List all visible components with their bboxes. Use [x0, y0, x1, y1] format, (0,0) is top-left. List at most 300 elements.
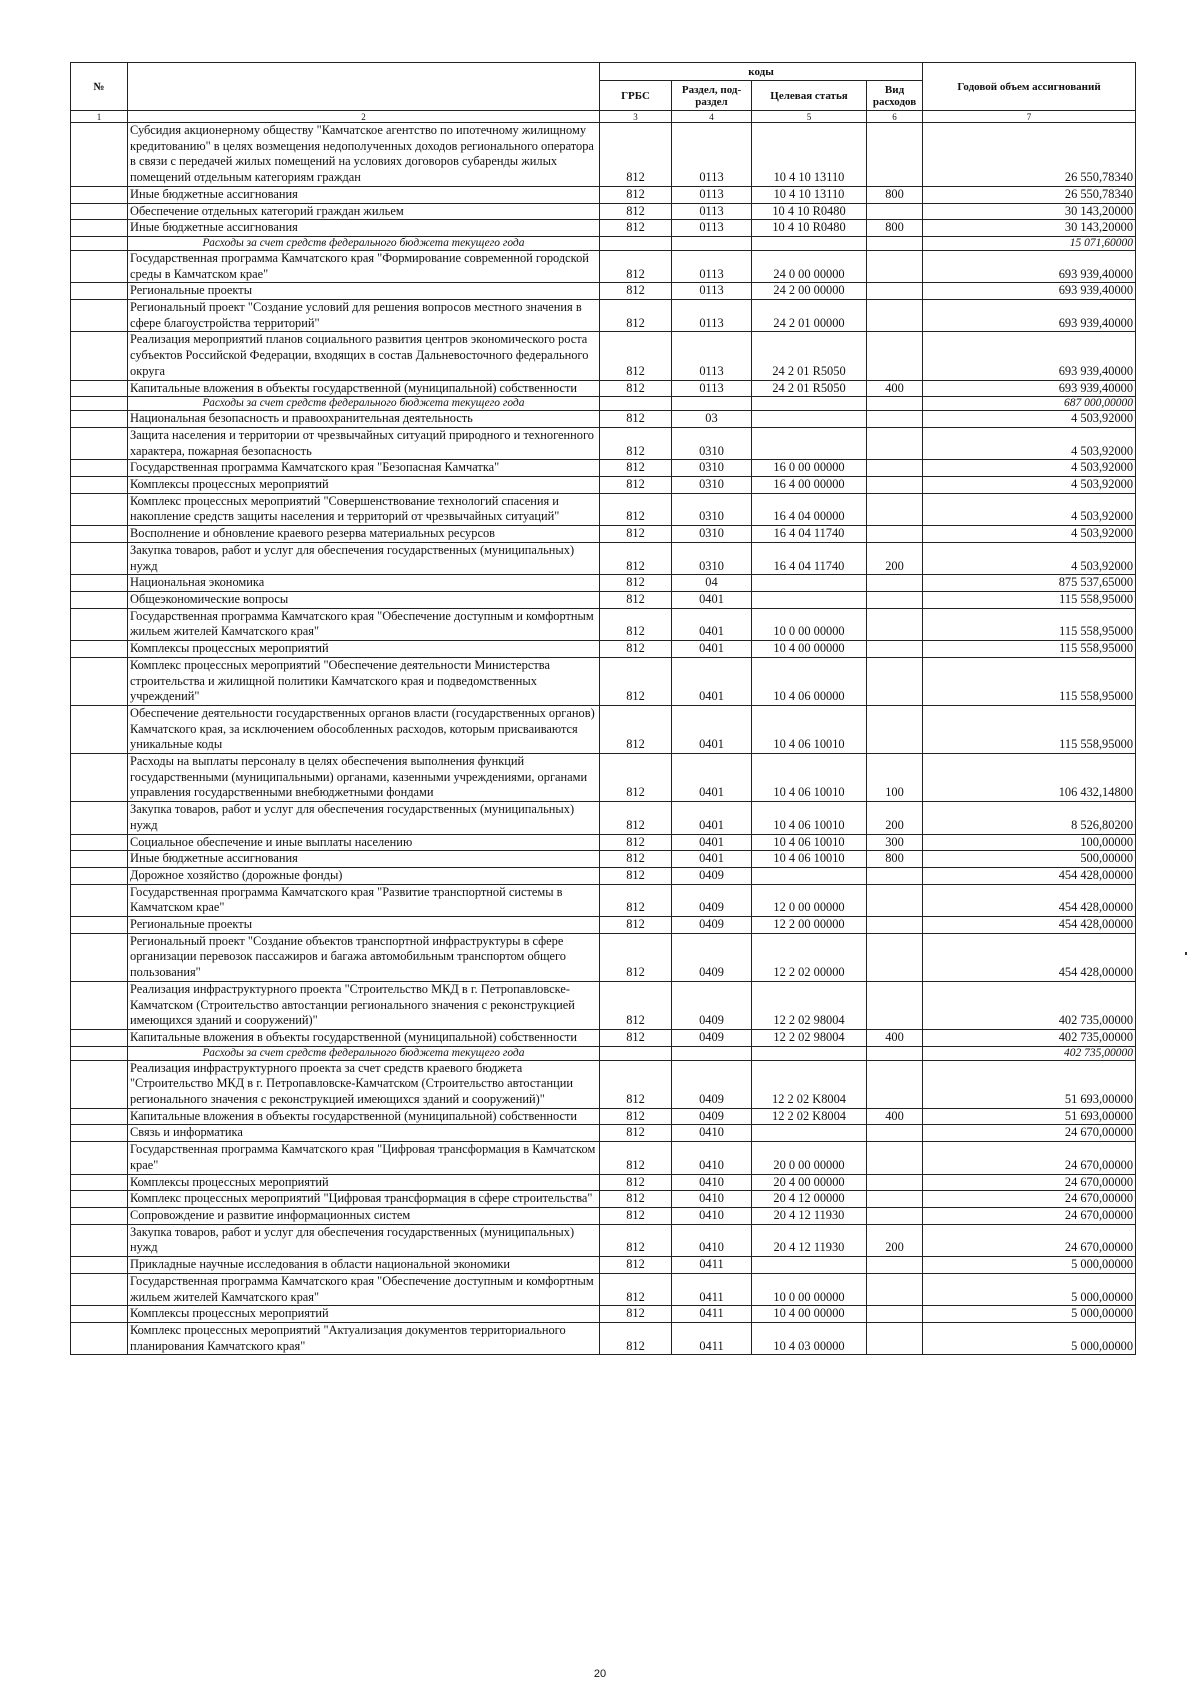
row-target-cell	[752, 867, 867, 884]
table-row	[71, 1174, 1136, 1191]
row-expense-type-cell	[867, 460, 923, 477]
row-expense-type-cell	[867, 591, 923, 608]
row-razdel-cell: 0113	[672, 380, 752, 397]
row-target-cell: 12 2 02 K8004	[752, 1108, 867, 1125]
table-row	[71, 981, 1136, 1029]
row-number-cell	[71, 380, 128, 397]
table-row	[71, 834, 1136, 851]
row-name-cell: Национальная экономика	[128, 575, 600, 592]
row-number-cell	[71, 1060, 128, 1108]
row-razdel-cell: 0113	[672, 123, 752, 187]
table-row	[71, 283, 1136, 300]
row-target-cell: 10 4 10 13110	[752, 186, 867, 203]
row-expense-type-cell	[867, 1142, 923, 1174]
row-grbs-cell: 812	[600, 283, 672, 300]
row-grbs-cell: 812	[600, 477, 672, 494]
row-number-cell	[71, 250, 128, 282]
row-razdel-cell: 0310	[672, 526, 752, 543]
row-target-cell	[752, 427, 867, 459]
row-number-cell	[71, 1257, 128, 1274]
row-target-cell: 24 2 01 R5050	[752, 380, 867, 397]
row-grbs-cell	[600, 236, 672, 250]
row-number-cell	[71, 542, 128, 574]
row-expense-type-cell: 800	[867, 851, 923, 868]
row-name-cell: Иные бюджетные ассигнования	[128, 220, 600, 237]
row-amount-cell: 24 670,00000	[923, 1191, 1136, 1208]
row-name-cell: Связь и информатика	[128, 1125, 600, 1142]
federal-budget-row	[71, 397, 1136, 411]
row-expense-type-cell	[867, 203, 923, 220]
header-col-num: 4	[672, 111, 752, 123]
row-grbs-cell: 812	[600, 1191, 672, 1208]
row-expense-type-cell	[867, 1257, 923, 1274]
header-grbs: ГРБС	[600, 81, 672, 111]
row-razdel-cell: 0113	[672, 220, 752, 237]
row-amount-cell: 24 670,00000	[923, 1174, 1136, 1191]
federal-budget-row	[71, 236, 1136, 250]
row-number-cell	[71, 657, 128, 705]
row-amount-cell: 100,00000	[923, 834, 1136, 851]
row-name-cell: Комплексы процессных мероприятий	[128, 1174, 600, 1191]
row-razdel-cell: 0310	[672, 477, 752, 494]
row-target-cell	[752, 1125, 867, 1142]
header-name	[128, 63, 600, 111]
row-number-cell	[71, 123, 128, 187]
budget-table-sheet	[70, 62, 1135, 1355]
row-target-cell: 20 4 12 00000	[752, 1191, 867, 1208]
row-grbs-cell: 812	[600, 250, 672, 282]
row-expense-type-cell	[867, 705, 923, 753]
table-row	[71, 1257, 1136, 1274]
row-number-cell	[71, 236, 128, 250]
table-row	[71, 1125, 1136, 1142]
row-number-cell	[71, 981, 128, 1029]
header-col-num: 6	[867, 111, 923, 123]
row-razdel-cell: 0411	[672, 1257, 752, 1274]
row-target-cell: 12 0 00 00000	[752, 884, 867, 916]
row-amount-cell: 454 428,00000	[923, 867, 1136, 884]
row-amount-cell: 8 526,80200	[923, 802, 1136, 834]
row-razdel-cell: 0411	[672, 1306, 752, 1323]
row-razdel-cell: 0410	[672, 1224, 752, 1256]
row-amount-cell: 4 503,92000	[923, 411, 1136, 428]
table-row	[71, 493, 1136, 525]
row-target-cell: 10 4 03 00000	[752, 1322, 867, 1354]
header-codes: коды	[600, 63, 923, 81]
table-row	[71, 657, 1136, 705]
row-razdel-cell: 0410	[672, 1191, 752, 1208]
row-expense-type-cell	[867, 283, 923, 300]
row-expense-type-cell	[867, 1306, 923, 1323]
row-amount-cell: 4 503,92000	[923, 477, 1136, 494]
row-amount-cell: 30 143,20000	[923, 220, 1136, 237]
row-name-cell: Защита населения и территории от чрезвычайных ситуаций природного и техногенного характера, пожарная безопасность	[128, 427, 600, 459]
row-expense-type-cell	[867, 427, 923, 459]
row-number-cell	[71, 1046, 128, 1060]
row-name-cell: Капитальные вложения в объекты государственной (муниципальной) собственности	[128, 1029, 600, 1046]
row-name-cell: Расходы за счет средств федерального бюджета текущего года	[128, 1046, 600, 1060]
table-row	[71, 754, 1136, 802]
row-grbs-cell: 812	[600, 203, 672, 220]
table-row	[71, 802, 1136, 834]
row-number-cell	[71, 1306, 128, 1323]
row-number-cell	[71, 493, 128, 525]
row-razdel-cell: 0401	[672, 657, 752, 705]
row-name-cell: Государственная программа Камчатского края "Цифровая трансформация в Камчатском крае"	[128, 1142, 600, 1174]
row-grbs-cell: 812	[600, 1142, 672, 1174]
header-annual-amount: Годовой объем ассигнований	[923, 63, 1136, 111]
row-target-cell	[752, 397, 867, 411]
row-razdel-cell: 0410	[672, 1142, 752, 1174]
row-razdel-cell: 0113	[672, 283, 752, 300]
row-number-cell	[71, 526, 128, 543]
row-amount-cell: 454 428,00000	[923, 917, 1136, 934]
row-amount-cell: 4 503,92000	[923, 493, 1136, 525]
row-grbs-cell: 812	[600, 802, 672, 834]
row-amount-cell: 402 735,00000	[923, 981, 1136, 1029]
table-row	[71, 427, 1136, 459]
row-amount-cell: 687 000,00000	[923, 397, 1136, 411]
row-grbs-cell: 812	[600, 300, 672, 332]
row-target-cell: 10 4 10 R0480	[752, 220, 867, 237]
row-expense-type-cell	[867, 884, 923, 916]
row-amount-cell: 402 735,00000	[923, 1046, 1136, 1060]
row-razdel-cell: 0409	[672, 884, 752, 916]
row-razdel-cell: 0113	[672, 186, 752, 203]
row-expense-type-cell: 400	[867, 1029, 923, 1046]
table-row	[71, 1208, 1136, 1225]
header-col-num: 2	[128, 111, 600, 123]
table-row	[71, 1322, 1136, 1354]
row-target-cell: 12 2 02 K8004	[752, 1060, 867, 1108]
row-name-cell: Региональный проект "Создание объектов транспортной инфраструктуры в сфере организации перевозок пассажиров и багажа автомобильным транспортом общего пользования"	[128, 933, 600, 981]
row-name-cell: Государственная программа Камчатского края "Безопасная Камчатка"	[128, 460, 600, 477]
row-amount-cell: 4 503,92000	[923, 427, 1136, 459]
row-expense-type-cell: 200	[867, 802, 923, 834]
row-name-cell: Обеспечение деятельности государственных органов власти (государственных органов) Камчатского края, за исключением обособленных расходов, которым присваиваются уникальные коды	[128, 705, 600, 753]
table-row	[71, 1029, 1136, 1046]
table-body	[71, 123, 1136, 1355]
row-target-cell: 10 0 00 00000	[752, 1273, 867, 1305]
row-razdel-cell: 04	[672, 575, 752, 592]
row-name-cell: Национальная безопасность и правоохранительная деятельность	[128, 411, 600, 428]
row-expense-type-cell: 800	[867, 220, 923, 237]
row-name-cell: Обеспечение отдельных категорий граждан жильем	[128, 203, 600, 220]
row-target-cell: 24 0 00 00000	[752, 250, 867, 282]
row-expense-type-cell	[867, 657, 923, 705]
header-number: №	[71, 63, 128, 111]
table-row	[71, 186, 1136, 203]
row-amount-cell: 693 939,40000	[923, 380, 1136, 397]
row-amount-cell: 115 558,95000	[923, 641, 1136, 658]
row-razdel-cell: 0310	[672, 460, 752, 477]
table-row	[71, 917, 1136, 934]
row-grbs-cell: 812	[600, 460, 672, 477]
row-target-cell: 20 4 00 00000	[752, 1174, 867, 1191]
row-number-cell	[71, 1191, 128, 1208]
row-number-cell	[71, 575, 128, 592]
row-name-cell: Региональные проекты	[128, 283, 600, 300]
row-name-cell: Государственная программа Камчатского края "Формирование современной городской среды в Камчатском крае"	[128, 250, 600, 282]
row-grbs-cell: 812	[600, 1108, 672, 1125]
row-number-cell	[71, 1322, 128, 1354]
row-razdel-cell: 0113	[672, 250, 752, 282]
row-number-cell	[71, 641, 128, 658]
row-number-cell	[71, 1142, 128, 1174]
row-number-cell	[71, 867, 128, 884]
row-amount-cell: 500,00000	[923, 851, 1136, 868]
table-row	[71, 1108, 1136, 1125]
row-grbs-cell: 812	[600, 1174, 672, 1191]
row-number-cell	[71, 933, 128, 981]
row-target-cell	[752, 236, 867, 250]
row-expense-type-cell: 400	[867, 1108, 923, 1125]
row-amount-cell: 875 537,65000	[923, 575, 1136, 592]
row-target-cell: 10 0 00 00000	[752, 608, 867, 640]
row-number-cell	[71, 1174, 128, 1191]
row-razdel-cell: 0411	[672, 1322, 752, 1354]
row-number-cell	[71, 411, 128, 428]
row-grbs-cell: 812	[600, 851, 672, 868]
row-number-cell	[71, 851, 128, 868]
row-target-cell: 16 0 00 00000	[752, 460, 867, 477]
row-grbs-cell	[600, 397, 672, 411]
row-target-cell: 20 0 00 00000	[752, 1142, 867, 1174]
table-row	[71, 460, 1136, 477]
table-header	[71, 63, 1136, 123]
row-grbs-cell: 812	[600, 380, 672, 397]
row-expense-type-cell	[867, 1191, 923, 1208]
row-target-cell	[752, 411, 867, 428]
row-expense-type-cell: 200	[867, 542, 923, 574]
row-expense-type-cell	[867, 250, 923, 282]
row-expense-type-cell	[867, 981, 923, 1029]
table-row	[71, 411, 1136, 428]
row-number-cell	[71, 1108, 128, 1125]
row-grbs-cell: 812	[600, 186, 672, 203]
row-amount-cell: 51 693,00000	[923, 1108, 1136, 1125]
row-target-cell	[752, 1046, 867, 1060]
row-target-cell: 10 4 10 R0480	[752, 203, 867, 220]
row-name-cell: Субсидия акционерному обществу "Камчатское агентство по ипотечному жилищному кредитованию" в целях возмещения недополученных доходов регионального оператора в связи с передачей жилых помещений на условиях договоров субаренды жилых помещений отдельным категориям граждан	[128, 123, 600, 187]
row-grbs-cell: 812	[600, 575, 672, 592]
table-row	[71, 1060, 1136, 1108]
row-target-cell: 24 2 01 R5050	[752, 332, 867, 380]
table-row	[71, 526, 1136, 543]
row-name-cell: Государственная программа Камчатского края "Обеспечение доступным и комфортным жильем жителей Камчатского края"	[128, 608, 600, 640]
row-expense-type-cell	[867, 493, 923, 525]
row-grbs-cell: 812	[600, 884, 672, 916]
table-row	[71, 220, 1136, 237]
row-razdel-cell: 0401	[672, 802, 752, 834]
row-amount-cell: 26 550,78340	[923, 123, 1136, 187]
table-row	[71, 851, 1136, 868]
row-number-cell	[71, 300, 128, 332]
row-razdel-cell: 0310	[672, 427, 752, 459]
row-target-cell: 20 4 12 11930	[752, 1224, 867, 1256]
table-row	[71, 705, 1136, 753]
row-grbs-cell: 812	[600, 867, 672, 884]
row-number-cell	[71, 1208, 128, 1225]
table-row	[71, 1142, 1136, 1174]
row-amount-cell: 106 432,14800	[923, 754, 1136, 802]
row-expense-type-cell	[867, 526, 923, 543]
row-number-cell	[71, 608, 128, 640]
row-grbs-cell: 812	[600, 1257, 672, 1274]
row-target-cell: 10 4 00 00000	[752, 1306, 867, 1323]
row-expense-type-cell	[867, 575, 923, 592]
row-grbs-cell: 812	[600, 981, 672, 1029]
row-amount-cell: 693 939,40000	[923, 332, 1136, 380]
row-name-cell: Государственная программа Камчатского края "Обеспечение доступным и комфортным жильем жителей Камчатского края"	[128, 1273, 600, 1305]
row-target-cell: 16 4 00 00000	[752, 477, 867, 494]
row-razdel-cell: 0401	[672, 705, 752, 753]
row-name-cell: Комплекс процессных мероприятий "Совершенствование технологий спасения и накопление средств защиты населения и территорий от чрезвычайных ситуаций"	[128, 493, 600, 525]
table-row	[71, 203, 1136, 220]
row-name-cell: Государственная программа Камчатского края "Развитие транспортной системы в Камчатском крае"	[128, 884, 600, 916]
row-number-cell	[71, 1125, 128, 1142]
row-name-cell: Комплексы процессных мероприятий	[128, 1306, 600, 1323]
row-razdel-cell: 0401	[672, 608, 752, 640]
row-amount-cell: 5 000,00000	[923, 1322, 1136, 1354]
row-number-cell	[71, 834, 128, 851]
row-razdel-cell: 0310	[672, 493, 752, 525]
row-expense-type-cell: 300	[867, 834, 923, 851]
row-target-cell: 10 4 06 10010	[752, 851, 867, 868]
row-number-cell	[71, 1029, 128, 1046]
table-row	[71, 591, 1136, 608]
row-razdel-cell	[672, 1046, 752, 1060]
row-name-cell: Иные бюджетные ассигнования	[128, 851, 600, 868]
header-col-num: 3	[600, 111, 672, 123]
row-amount-cell: 5 000,00000	[923, 1257, 1136, 1274]
row-razdel-cell: 0401	[672, 754, 752, 802]
scan-speck	[1185, 952, 1187, 955]
row-razdel-cell: 0409	[672, 867, 752, 884]
row-expense-type-cell	[867, 867, 923, 884]
row-target-cell: 16 4 04 11740	[752, 526, 867, 543]
row-number-cell	[71, 1273, 128, 1305]
row-razdel-cell: 0409	[672, 1029, 752, 1046]
row-grbs-cell: 812	[600, 526, 672, 543]
table-row	[71, 542, 1136, 574]
row-razdel-cell: 0410	[672, 1208, 752, 1225]
table-row	[71, 933, 1136, 981]
row-grbs-cell: 812	[600, 1208, 672, 1225]
row-amount-cell: 26 550,78340	[923, 186, 1136, 203]
row-expense-type-cell	[867, 933, 923, 981]
row-target-cell: 12 2 00 00000	[752, 917, 867, 934]
table-row	[71, 250, 1136, 282]
row-name-cell: Региональный проект "Создание условий для решения вопросов местного значения в сфере благоустройства территорий"	[128, 300, 600, 332]
row-number-cell	[71, 397, 128, 411]
row-razdel-cell: 0410	[672, 1125, 752, 1142]
row-razdel-cell: 0401	[672, 591, 752, 608]
table-row	[71, 1191, 1136, 1208]
row-target-cell: 16 4 04 00000	[752, 493, 867, 525]
header-col-num: 7	[923, 111, 1136, 123]
row-number-cell	[71, 477, 128, 494]
row-expense-type-cell	[867, 477, 923, 494]
table-row	[71, 123, 1136, 187]
row-name-cell: Капитальные вложения в объекты государственной (муниципальной) собственности	[128, 380, 600, 397]
row-amount-cell: 24 670,00000	[923, 1142, 1136, 1174]
row-grbs-cell: 812	[600, 220, 672, 237]
row-name-cell: Закупка товаров, работ и услуг для обеспечения государственных (муниципальных) нужд	[128, 1224, 600, 1256]
row-name-cell: Капитальные вложения в объекты государственной (муниципальной) собственности	[128, 1108, 600, 1125]
table-row	[71, 884, 1136, 916]
row-number-cell	[71, 460, 128, 477]
row-amount-cell: 24 670,00000	[923, 1125, 1136, 1142]
row-grbs-cell: 812	[600, 1273, 672, 1305]
row-expense-type-cell	[867, 917, 923, 934]
row-expense-type-cell: 100	[867, 754, 923, 802]
budget-allocation-table	[70, 62, 1136, 1355]
row-grbs-cell: 812	[600, 754, 672, 802]
row-grbs-cell: 812	[600, 591, 672, 608]
row-amount-cell: 5 000,00000	[923, 1273, 1136, 1305]
row-amount-cell: 24 670,00000	[923, 1208, 1136, 1225]
row-name-cell: Восполнение и обновление краевого резерва материальных ресурсов	[128, 526, 600, 543]
table-row	[71, 1273, 1136, 1305]
row-name-cell: Реализация инфраструктурного проекта "Строительство МКД в г. Петропавловске-Камчатском (Строительство автостанции регионального значения с реконструкцией имеющихся зданий и сооружений)"	[128, 981, 600, 1029]
row-target-cell: 12 2 02 98004	[752, 981, 867, 1029]
row-target-cell: 10 4 06 10010	[752, 834, 867, 851]
row-name-cell: Иные бюджетные ассигнования	[128, 186, 600, 203]
row-expense-type-cell	[867, 608, 923, 640]
row-expense-type-cell	[867, 332, 923, 380]
row-expense-type-cell	[867, 1060, 923, 1108]
row-grbs-cell: 812	[600, 427, 672, 459]
row-amount-cell: 454 428,00000	[923, 884, 1136, 916]
row-target-cell: 10 4 06 10010	[752, 754, 867, 802]
page-number: 20	[593, 1668, 607, 1680]
row-razdel-cell: 0409	[672, 933, 752, 981]
row-target-cell: 10 4 06 10010	[752, 802, 867, 834]
row-expense-type-cell	[867, 300, 923, 332]
row-target-cell: 12 2 02 98004	[752, 1029, 867, 1046]
row-number-cell	[71, 186, 128, 203]
row-amount-cell: 693 939,40000	[923, 300, 1136, 332]
row-expense-type-cell	[867, 1208, 923, 1225]
header-col-num: 1	[71, 111, 128, 123]
row-amount-cell: 4 503,92000	[923, 542, 1136, 574]
row-expense-type-cell	[867, 641, 923, 658]
row-name-cell: Региональные проекты	[128, 917, 600, 934]
row-amount-cell: 115 558,95000	[923, 608, 1136, 640]
row-number-cell	[71, 283, 128, 300]
header-expense-type: Вид расходов	[867, 81, 923, 111]
header-col-num: 5	[752, 111, 867, 123]
row-amount-cell: 115 558,95000	[923, 657, 1136, 705]
row-name-cell: Расходы за счет средств федерального бюджета текущего года	[128, 397, 600, 411]
row-number-cell	[71, 802, 128, 834]
row-name-cell: Закупка товаров, работ и услуг для обеспечения государственных (муниципальных) нужд	[128, 542, 600, 574]
row-amount-cell: 51 693,00000	[923, 1060, 1136, 1108]
row-number-cell	[71, 220, 128, 237]
row-amount-cell: 454 428,00000	[923, 933, 1136, 981]
row-grbs-cell: 812	[600, 641, 672, 658]
row-name-cell: Закупка товаров, работ и услуг для обеспечения государственных (муниципальных) нужд	[128, 802, 600, 834]
row-razdel-cell: 0409	[672, 917, 752, 934]
table-row	[71, 867, 1136, 884]
row-expense-type-cell	[867, 236, 923, 250]
row-number-cell	[71, 203, 128, 220]
row-razdel-cell: 0409	[672, 1060, 752, 1108]
row-razdel-cell: 0113	[672, 300, 752, 332]
row-grbs-cell: 812	[600, 917, 672, 934]
row-target-cell: 16 4 04 11740	[752, 542, 867, 574]
